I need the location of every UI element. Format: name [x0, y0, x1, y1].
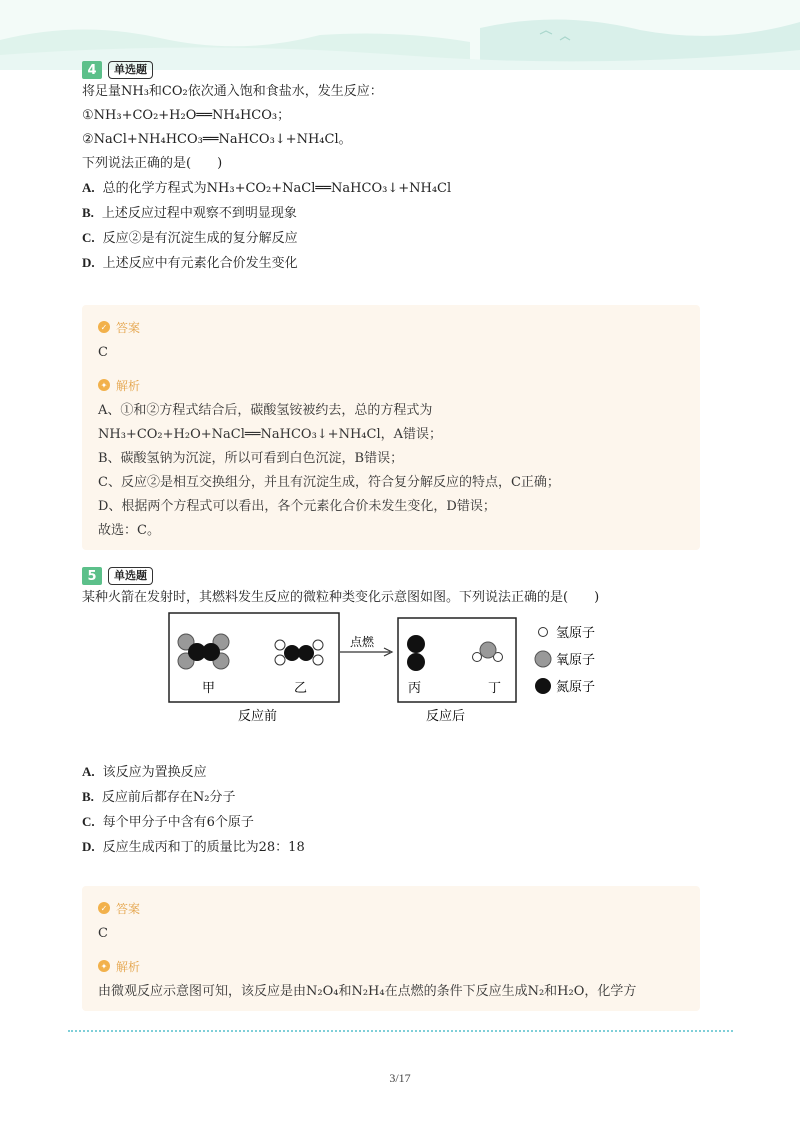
question-number: 4	[82, 61, 102, 79]
question-number: 5	[82, 567, 102, 585]
answer-label: ✓ 答案	[98, 317, 684, 337]
analysis-line: 故选：C。	[98, 523, 160, 538]
option-a[interactable]: A. 该反应为置换反应	[82, 764, 207, 780]
label-ding: 丁	[488, 681, 502, 696]
analysis-label: ✦ 解析	[98, 956, 684, 976]
option-c[interactable]: C. 反应②是有沉淀生成的复分解反应	[82, 230, 298, 246]
question-stem: 将足量NH₃和CO₂依次通入饱和食盐水，发生反应：	[82, 84, 383, 99]
condition-label: 点燃	[350, 635, 375, 649]
answer-value: C	[98, 926, 108, 941]
lightbulb-icon: ✦	[98, 379, 110, 391]
analysis-line: A、①和②方程式结合后，碳酸氢铵被约去，总的方程式为	[98, 403, 433, 418]
nitrogen-atom-icon	[535, 678, 551, 694]
check-icon: ✓	[98, 321, 110, 333]
label-bing: 丙	[408, 681, 422, 696]
reaction-1: ①NH₃+CO₂+H₂O══NH₄HCO₃；	[82, 108, 291, 123]
label-after: 反应后	[426, 709, 466, 724]
page-number: 3/17	[389, 1071, 411, 1085]
question-stem: 某种火箭在发射时，其燃料发生反应的微粒种类变化示意图如图。下列说法正确的是( )	[82, 590, 600, 605]
analysis-label: ✦ 解析	[98, 375, 684, 395]
label-jia: 甲	[202, 681, 216, 696]
answer-box-4	[82, 305, 700, 550]
option-b[interactable]: B. 上述反应过程中观察不到明显现象	[82, 205, 297, 221]
question-type-tag: 单选题	[108, 61, 153, 79]
legend-nitrogen: 氮原子	[556, 680, 596, 695]
legend-oxygen: 氧原子	[556, 653, 596, 668]
answer-label: ✓ 答案	[98, 898, 684, 918]
option-d[interactable]: D. 上述反应中有元素化合价发生变化	[82, 255, 298, 271]
reaction-diagram	[168, 612, 618, 727]
answer-value: C	[98, 345, 108, 360]
check-icon: ✓	[98, 902, 110, 914]
analysis-line: NH₃+CO₂+H₂O+NaCl══NaHCO₃↓+NH₄Cl，A错误；	[98, 427, 442, 442]
question-4	[82, 60, 722, 276]
legend-hydrogen: 氢原子	[556, 626, 596, 641]
option-b[interactable]: B. 反应前后都存在N₂分子	[82, 789, 236, 805]
lightbulb-icon: ✦	[98, 960, 110, 972]
hydrogen-atom-icon	[539, 628, 548, 637]
answer-box-5	[82, 886, 700, 1011]
option-d[interactable]: D. 反应生成丙和丁的质量比为28：18	[82, 839, 305, 855]
analysis-line: D、根据两个方程式可以看出，各个元素化合价未发生变化，D错误；	[98, 499, 496, 514]
legend	[535, 626, 595, 695]
oxygen-atom-icon	[535, 651, 551, 667]
question-type-tag: 单选题	[108, 567, 153, 585]
footer-divider	[68, 1030, 733, 1032]
analysis-line: C、反应②是相互交换组分，并且有沉淀生成，符合复分解反应的特点，C正确；	[98, 475, 560, 490]
reaction-2: ②NaCl+NH₄HCO₃══NaHCO₃↓+NH₄Cl。	[82, 132, 352, 147]
analysis-line: 由微观反应示意图可知，该反应是由N₂O₄和N₂H₄在点燃的条件下反应生成N₂和H₂O，化学方	[98, 984, 637, 999]
option-a[interactable]: A. 总的化学方程式为NH₃+CO₂+NaCl══NaHCO₃↓+NH₄Cl	[82, 180, 452, 196]
analysis-line: B、碳酸氢钠为沉淀，所以可看到白色沉淀，B错误；	[98, 451, 404, 466]
option-c[interactable]: C. 每个甲分子中含有6个原子	[82, 814, 254, 830]
label-before: 反应前	[238, 709, 278, 724]
label-yi: 乙	[294, 681, 308, 696]
question-5-options	[82, 760, 722, 860]
question-5	[82, 566, 722, 610]
question-ask: 下列说法正确的是( )	[82, 156, 223, 171]
